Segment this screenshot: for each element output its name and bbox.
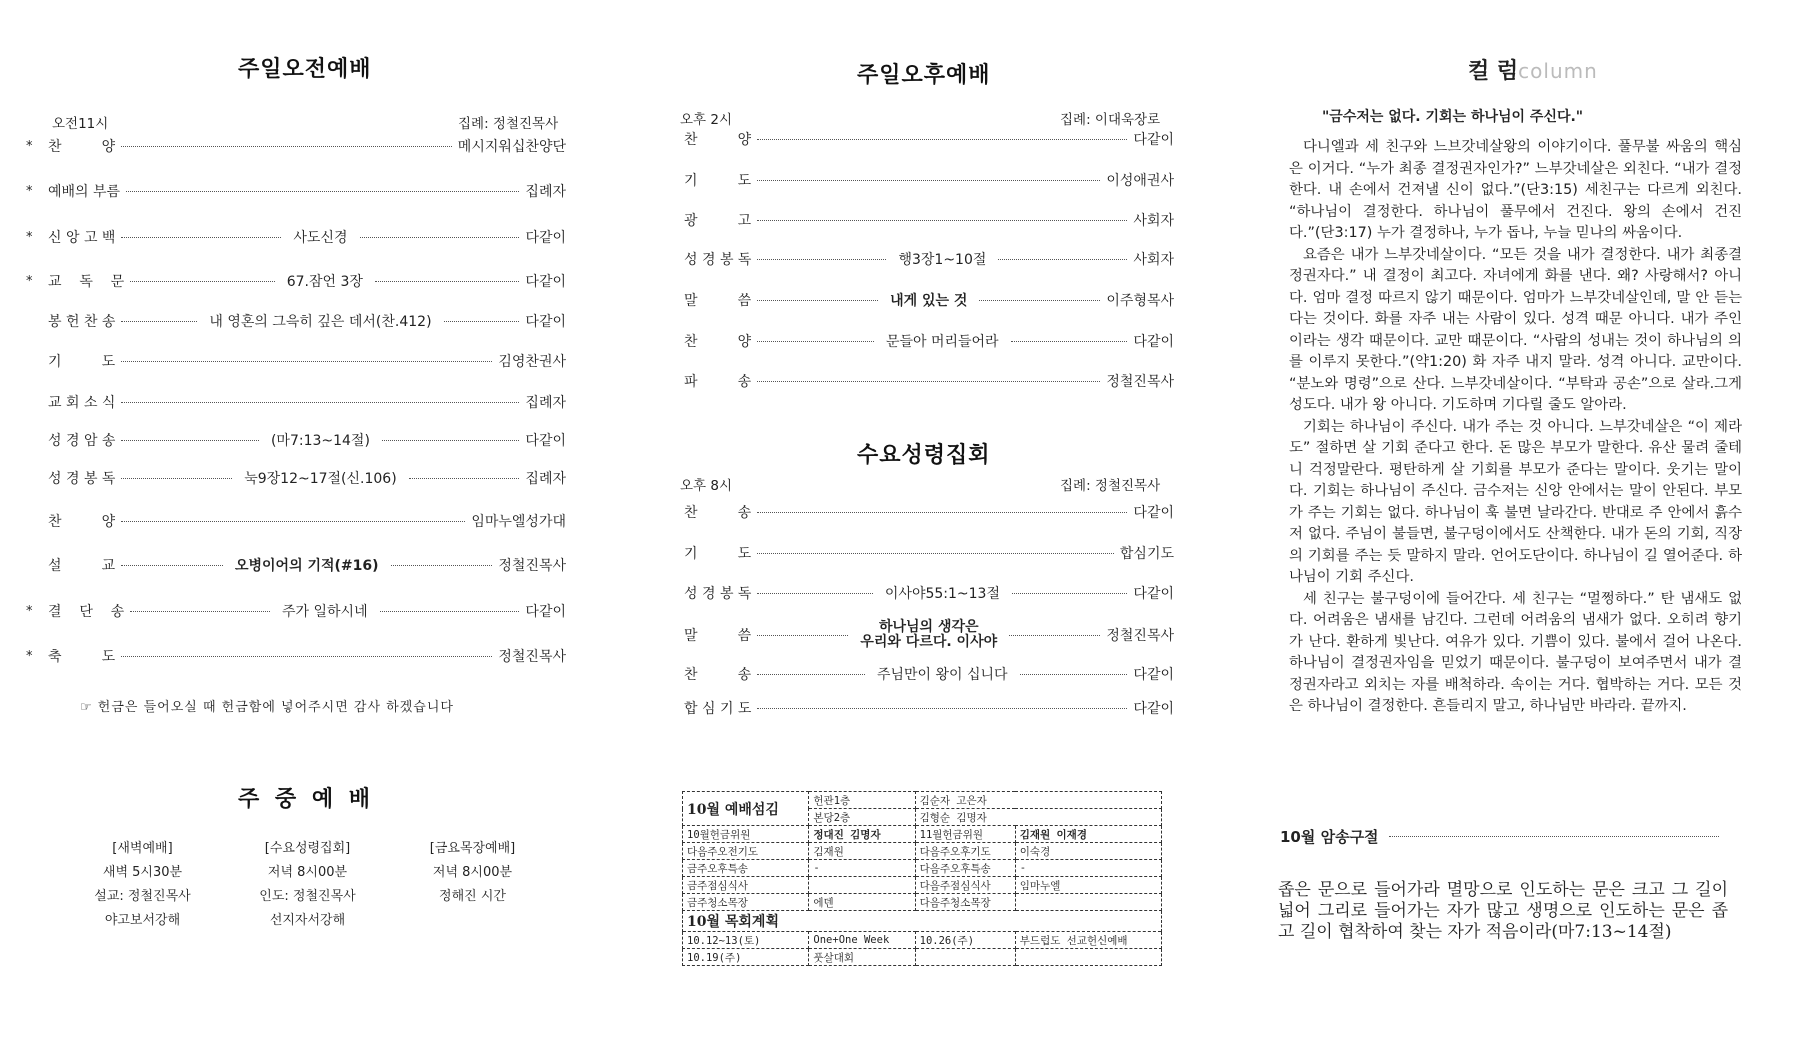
schedule-cell: 김재원 이재경: [1015, 826, 1161, 843]
order-person: 다같이: [525, 314, 566, 330]
schedule-cell: 다음주오전기도: [683, 843, 809, 860]
order-person: 이주형목사: [1106, 293, 1175, 309]
order-person: 사회자: [1133, 252, 1174, 268]
weekday-line: 설교: 정철진목사: [94, 889, 191, 904]
leader-dots: [1009, 635, 1100, 636]
leader-dots: [757, 674, 865, 675]
required-standing-mark: *: [26, 603, 33, 619]
leader-dots: [998, 259, 1127, 260]
order-label: 성 경 봉 독: [684, 252, 752, 268]
order-label: 합 심 기 도: [684, 701, 752, 717]
order-person: 다같이: [1133, 667, 1174, 683]
schedule-cell: 임마누엘: [1015, 877, 1161, 894]
order-detail: 내 영혼의 그윽히 깊은 데서(찬.412): [209, 314, 432, 330]
order-person: 다같이: [525, 604, 566, 620]
column-title-ko: 컬 럼: [1468, 59, 1519, 84]
order-person: 이성애권사: [1106, 173, 1174, 189]
order-row: [26, 430, 566, 450]
schedule-cell: 11월헌금위원: [915, 826, 1015, 843]
weekday-line: 인도: 정철진목사: [259, 889, 356, 904]
pastoral-plan-title: 10월 목회계획: [683, 911, 1162, 932]
leader-dots: [130, 281, 275, 282]
order-label: 교 회 소 식: [48, 395, 116, 411]
order-detail: 내게 있는 것: [890, 293, 968, 309]
order-label: 찬 양: [684, 132, 752, 148]
schedule-cell: 10월헌금위원: [683, 826, 809, 843]
schedule-cell: 다음주오후기도: [915, 843, 1015, 860]
order-row: [684, 331, 1174, 351]
order-row: [26, 392, 566, 412]
weekday-service-title: 주 중 예 배: [238, 787, 374, 812]
order-person: 김영찬권사: [498, 354, 566, 370]
divider: [1389, 836, 1719, 837]
leader-dots: [757, 635, 848, 636]
leader-dots: [121, 402, 519, 403]
order-row: [26, 136, 566, 156]
order-label: 성 경 봉 독: [48, 471, 116, 487]
order-detail: 오병이어의 기적(#16): [234, 558, 379, 574]
leader-dots: [757, 381, 1100, 382]
required-standing-mark: *: [26, 183, 33, 199]
schedule-cell: 금주점심식사: [683, 877, 809, 894]
leader-dots: [121, 361, 492, 362]
schedule-cell: -: [809, 860, 915, 877]
afternoon-leader: 집례: 이대욱장로: [1060, 112, 1161, 128]
schedule-cell: 다음주청소목장: [915, 894, 1015, 911]
schedule-cell: 김재원: [809, 843, 915, 860]
order-label: 결 단 송: [48, 604, 125, 620]
order-person: 정철진목사: [1106, 628, 1174, 644]
morning-leader: 집례: 정철진목사: [458, 116, 559, 132]
leader-dots: [757, 259, 886, 260]
order-person: 다같이: [1133, 586, 1174, 602]
order-row: [26, 271, 566, 291]
leader-dots: [375, 281, 520, 282]
column-paragraph: 기회는 하나님이 주신다. 내가 주는 것 아니다. 느부갓네살은 “이 제라도” 절하면 살 기회 준다고 한다. 돈 많은 부모가 말한다. 유산 물려 줄테니 걱정말란다. 평탄하게 살 기회를 부모가 준다는 말이다. 웃기는 말이다. 기회는 하나님이 주신다. 금수저는 신앙 안에서는 말이 안된다. 부모가 주는 기회는 없다. 하나님이 훅 불면 날라간다. 반대로 주 안에서 흙수저 없다. 주님이 불들면, 불구덩이에서도 산책한다. 내가 돈의 기회, 직장의 기회를 주는 듯 말하지 말라. 언어도단이다. 하나님이 길 열어준다. 하나님이 기회 주신다.: [1289, 418, 1742, 585]
order-label: 말 씀: [684, 628, 752, 644]
order-label: 축 도: [48, 649, 116, 665]
order-row: [684, 290, 1174, 310]
morning-service-title: 주일오전예배: [238, 57, 372, 82]
morning-time: 오전11시: [52, 116, 109, 132]
leader-dots: [1020, 674, 1128, 675]
order-person: 정철진목사: [1106, 374, 1174, 390]
schedule-cell: 헌관1층: [809, 792, 915, 809]
order-row: [684, 371, 1174, 391]
leader-dots: [121, 521, 465, 522]
order-person: 정철진목사: [498, 649, 566, 665]
leader-dots: [757, 553, 1114, 554]
order-person: 임마누엘성가대: [471, 514, 566, 530]
order-row: [26, 555, 566, 575]
order-detail-line: 하나님의 생각은: [878, 619, 979, 635]
order-row: [684, 543, 1174, 563]
leader-dots: [121, 478, 232, 479]
required-standing-mark: *: [26, 138, 33, 154]
order-row: [684, 698, 1174, 718]
leader-dots: [757, 708, 1127, 709]
memory-verse-title: 10월 암송구절: [1280, 828, 1379, 846]
order-label: 성 경 암 송: [48, 433, 116, 449]
leader-dots: [382, 440, 520, 441]
order-person: 집례자: [525, 395, 566, 411]
leader-dots: [121, 656, 492, 657]
leader-dots: [121, 565, 223, 566]
order-detail: 67.잠언 3장: [286, 274, 363, 290]
order-row: [684, 170, 1174, 190]
schedule-cell: 금주오후특송: [683, 860, 809, 877]
leader-dots: [391, 565, 493, 566]
service-schedule-table: [682, 791, 1162, 966]
afternoon-service-title: 주일오후예배: [857, 63, 991, 88]
leader-dots: [1011, 341, 1128, 342]
schedule-cell: 김순자 고은자: [915, 792, 1161, 809]
leader-dots: [126, 191, 519, 192]
leader-dots: [757, 512, 1127, 513]
order-label: 기 도: [684, 546, 752, 562]
order-row: [26, 311, 566, 331]
weekday-line: 저녁 8시00분: [432, 865, 513, 880]
order-row: [684, 249, 1174, 269]
column-paragraph: 요즘은 내가 느부갓네살이다. “모든 것을 내가 결정한다. 내가 최종결정권자다.” 내 결정이 최고다. 자녀에게 화를 낸다. 왜? 사랑해서? 아니다. 엄마 결정 따르지 않기 때문이다. 엄마가 느부갓네살인데, 말 안 듣는다는 것이다. 화를 자주 내는 사람이 있다. 성격 때문 아니다. 내가 주인이라는 생각 때문이다. 교만 때문이다. “사람의 성내는 것이 하나님의 의를 이루지 못한다.”(약1:20) 화 자주 내지 말라. 성격 아니다. 교만이다. “분노와 명령”으로 산다. 느부갓네살이다. “부탁과 공손”으로 살라.그게 성도다. 내가 왕 아니다. 기도하며 기다릴 줄도 알아라.: [1289, 246, 1742, 413]
leader-dots: [121, 146, 452, 147]
weekday-line: 야고보서강해: [104, 913, 181, 928]
order-label: 찬 양: [684, 334, 752, 350]
schedule-cell: 10.12~13(토): [683, 932, 809, 949]
order-person: 사회자: [1133, 213, 1174, 229]
order-label: 찬 송: [684, 505, 752, 521]
weekday-line: 새벽 5시30분: [102, 865, 183, 880]
weekday-line: 정해진 시간: [439, 889, 506, 904]
order-label: 설 교: [48, 558, 116, 574]
order-person: 집례자: [525, 471, 566, 487]
schedule-cell: 10.26(주): [915, 932, 1015, 949]
order-label: 신 앙 고 백: [48, 230, 116, 246]
order-detail: 사도신경: [293, 230, 348, 246]
weekday-line: 저녁 8시00분: [267, 865, 348, 880]
order-row: [26, 646, 566, 666]
schedule-cell: [1015, 949, 1161, 966]
memory-verse-text: 좁은 문으로 들어가라 멸망으로 인도하는 문은 크고 그 길이 넓어 그리로 들어가는 자가 많고 생명으로 인도하는 문은 좁고 길이 협착하여 찾는 자가 적음이라(마7:13~14절): [1278, 880, 1728, 942]
order-row: [684, 502, 1174, 522]
order-label: 기 도: [684, 173, 752, 189]
order-row: [684, 210, 1174, 230]
order-detail: 문들아 머리들어라: [885, 334, 999, 350]
required-standing-mark: *: [26, 229, 33, 245]
required-standing-mark: *: [26, 648, 33, 664]
order-label: 봉 헌 찬 송: [48, 314, 116, 330]
wednesday-service-title: 수요성령집회: [857, 443, 991, 468]
order-row: [26, 181, 566, 201]
leader-dots: [409, 478, 520, 479]
order-detail: 눅9장12~17절(신.106): [244, 471, 397, 487]
order-detail: (마7:13~14절): [270, 433, 370, 449]
weekday-column: [225, 837, 390, 933]
leader-dots: [757, 341, 874, 342]
leader-dots: [757, 300, 878, 301]
column-title-en: column: [1518, 59, 1598, 83]
weekday-column: [60, 837, 225, 933]
order-label: 교 독 문: [48, 274, 125, 290]
leader-dots: [979, 300, 1100, 301]
memory-verse-heading: [1280, 826, 1719, 847]
column-paragraph: 다니엘과 세 친구와 느브갓네살왕의 이야기이다. 풀무불 싸움의 핵심은 이거다. “누가 최종 결정권자인가?” 느부갓네살은 외친다. “내가 결정한다. 내 손에서 건져낼 신이 없다.”(단3:15) 세친구는 다르게 외친다. “하나님이 결정한다. 하나님이 풀무에서 건진다. 왕의 손에서 건진다.”(단3:17) 누가 결정하나, 누가 돕나, 누늘 믿나의 싸움이다.: [1289, 139, 1742, 241]
weekday-column: [390, 837, 555, 933]
weekday-line: 선지자서강해: [269, 913, 346, 928]
order-label: 성 경 봉 독: [684, 586, 752, 602]
weekday-head: [새벽예배]: [112, 841, 173, 856]
leader-dots: [757, 180, 1100, 181]
order-person: 정철진목사: [498, 558, 567, 574]
schedule-cell: 금주청소목장: [683, 894, 809, 911]
order-row: [26, 227, 566, 247]
schedule-cell: 부드럽도 선교헌신예배: [1015, 932, 1161, 949]
order-person: 다같이: [525, 274, 566, 290]
order-person: 다같이: [1133, 505, 1174, 521]
order-row: [684, 583, 1174, 603]
weekday-service-grid: [60, 837, 555, 933]
schedule-cell: 이숙경: [1015, 843, 1161, 860]
wednesday-time: 오후 8시: [680, 478, 733, 494]
column-paragraph: 세 친구는 불구덩이에 들어간다. 세 친구는 “멀쩡하다.” 탄 냄새도 없다. 어려움은 냄새를 남긴다. 그런데 어려움의 냄새가 없다. 오히려 향기가 난다. 환하게 빛난다. 여유가 있다. 기쁨이 있다. 불에서 걸어 나온다. 하나님이 결정권자임을 믿었기 때문이다. 불구덩이 보여주면서 내가 결정권자라고 외치는 자를 배척하라. 속이는 거다. 협박하는 거다. 모든 것은 하나님이 결정한다. 흔들리지 말고, 하나님만 바라라. 끝까지.: [1289, 590, 1742, 714]
wednesday-leader: 집례: 정철진목사: [1060, 478, 1161, 494]
column-quote: "금수저는 없다. 기회는 하나님이 주신다.": [1322, 109, 1584, 125]
schedule-cell: 김형순 김명자: [915, 809, 1161, 826]
order-detail: 이사야55:1~13절: [884, 586, 1000, 602]
order-row: [684, 619, 1174, 650]
leader-dots: [1012, 593, 1127, 594]
order-label: 찬 양: [48, 514, 116, 530]
weekday-head: [금요목장예배]: [429, 841, 516, 856]
schedule-cell: 10.19(주): [683, 949, 809, 966]
order-person: 다같이: [525, 433, 566, 449]
order-person: 다같이: [1133, 132, 1174, 148]
offering-note: ☞ 헌금은 들어오실 때 헌금함에 넣어주시면 감사 하겠습니다: [80, 700, 454, 715]
order-detail-line: 우리와 다르다. 이사야: [860, 634, 998, 650]
schedule-cell: 풋살대회: [809, 949, 915, 966]
order-detail: [854, 620, 1003, 650]
order-row: [26, 351, 566, 371]
leader-dots: [757, 220, 1127, 221]
schedule-cell: 에덴: [809, 894, 915, 911]
leader-dots: [121, 440, 259, 441]
order-person: 집례자: [525, 184, 566, 200]
order-row: [26, 601, 566, 621]
schedule-cell: [1015, 894, 1161, 911]
order-person: 메시지워십찬양단: [457, 139, 566, 155]
column-article: [1289, 137, 1742, 718]
order-row: [26, 468, 566, 488]
schedule-cell: 정대진 김명자: [809, 826, 915, 843]
schedule-cell: One+One Week: [809, 932, 915, 949]
leader-dots: [757, 593, 872, 594]
order-person: 다같이: [525, 230, 567, 246]
weekday-head: [수요성령집회]: [264, 841, 351, 856]
order-label: 말 씀: [684, 293, 752, 309]
service-schedule-title: 10월 예배섬김: [683, 792, 809, 826]
column-title: [1468, 54, 1598, 85]
order-detail: 주님만이 왕이 십니다: [876, 667, 1008, 683]
schedule-cell: -: [1015, 860, 1161, 877]
order-detail: 주가 일하시네: [282, 604, 368, 620]
order-label: 파 송: [684, 374, 752, 390]
leader-dots: [757, 139, 1127, 140]
order-row: [26, 511, 566, 531]
leader-dots: [360, 237, 520, 238]
leader-dots: [130, 611, 270, 612]
order-label: 예배의 부름: [48, 184, 121, 200]
leader-dots: [121, 321, 197, 322]
order-label: 찬 양: [48, 139, 116, 155]
order-label: 기 도: [48, 354, 116, 370]
order-person: 다같이: [1133, 701, 1174, 717]
schedule-cell: 다음주오후특송: [915, 860, 1015, 877]
schedule-cell: 본당2층: [809, 809, 915, 826]
order-row: [684, 664, 1174, 684]
leader-dots: [444, 321, 520, 322]
order-detail: 행3장1~10절: [898, 252, 987, 268]
required-standing-mark: *: [26, 273, 33, 289]
schedule-cell: 다음주점심식사: [915, 877, 1015, 894]
leader-dots: [380, 611, 520, 612]
order-person: 합심기도: [1119, 546, 1174, 562]
order-label: 광 고: [684, 213, 752, 229]
leader-dots: [121, 237, 281, 238]
order-row: [684, 129, 1174, 149]
order-person: 다같이: [1133, 334, 1174, 350]
schedule-cell: [809, 877, 915, 894]
order-label: 찬 송: [684, 667, 752, 683]
afternoon-time: 오후 2시: [680, 112, 733, 128]
schedule-cell: [915, 949, 1015, 966]
